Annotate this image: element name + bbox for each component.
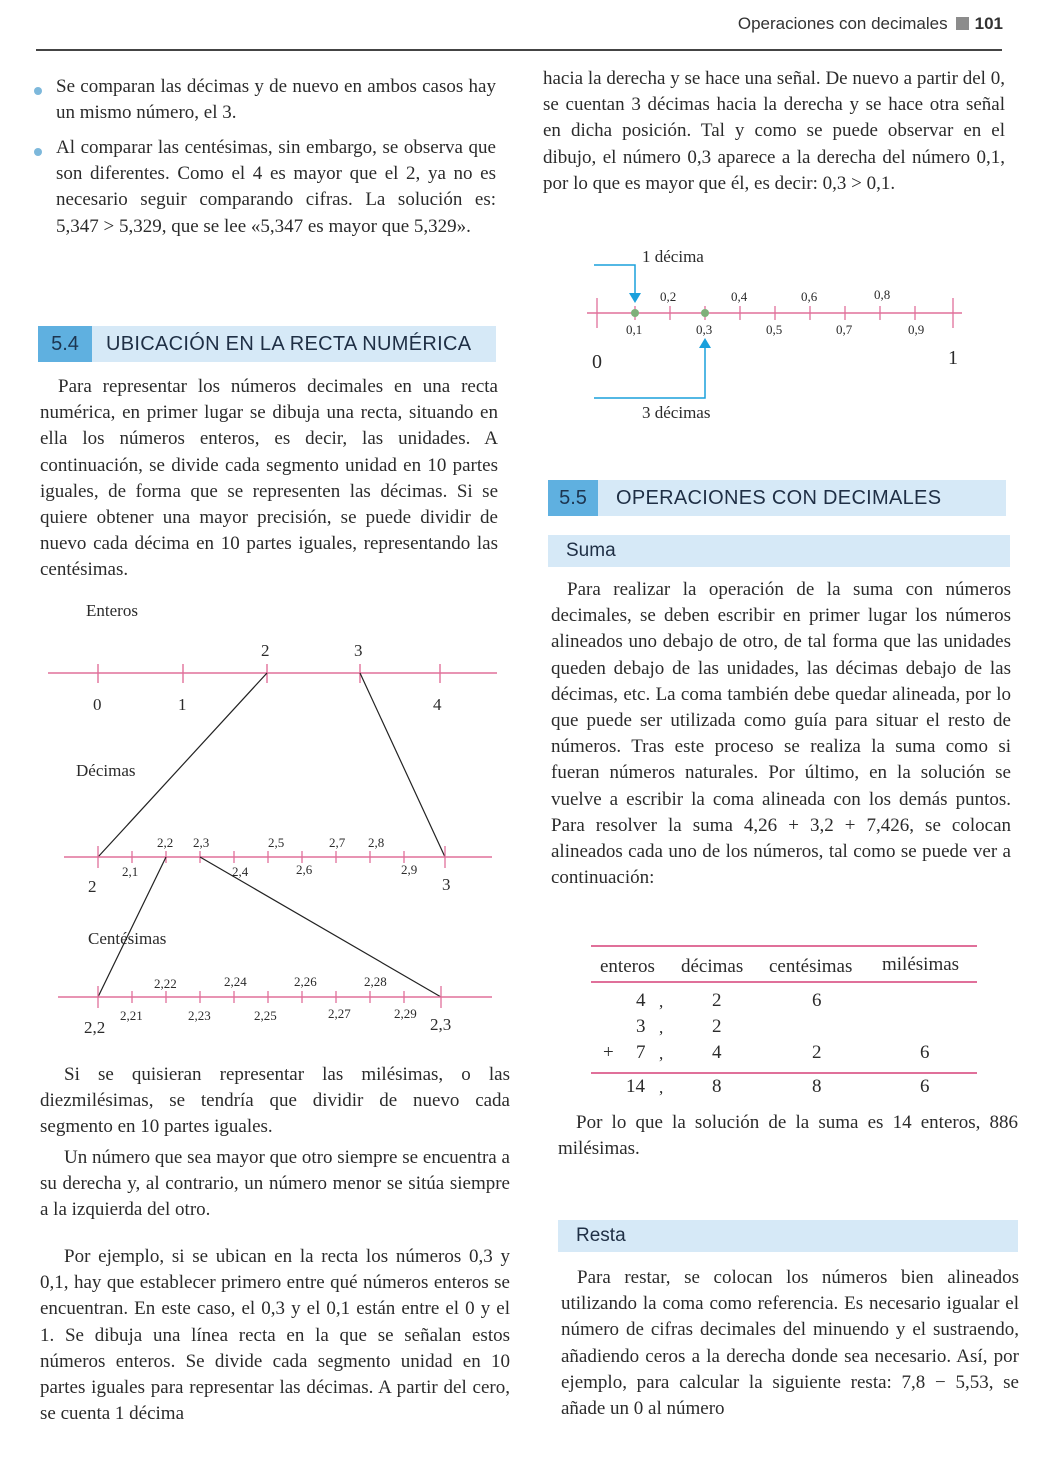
tick-label: 0,1 [626, 322, 643, 337]
subheading-suma: Suma [548, 535, 1010, 567]
bullet-icon [34, 87, 42, 95]
paragraph-suma: Para realizar la operación de la suma con números decimales, se deben escribir en primer lugar los números alineados uno debajo de otro, de tal forma que las unidades queden debajo de las unidades, las décimas debajo de las décimas, etc. La coma también debe quedar alineada, por lo que puede ser utilizada como guía para situar el resto de números. Tras este proceso se realiza la suma como si fueran números naturales. Por último, en la solución se vuelve a escribir la coma alineada con los demás puntos. Para resolver la suma 4,26 + 3,2 + 7,426, se colocan alineados cada uno de los números, tal como se puede ver a continuación: [551, 579, 1011, 889]
tick-label: 0,2 [660, 289, 677, 304]
section-number: 5.5 [548, 480, 598, 516]
paragraph-intro: Para representar los números decimales en una recta numérica, en primer lugar se dibuja una recta, situando en ella los números enteros, es decir, las unidades. A continuación, se divide cada segmento unidad en 10 partes iguales, de forma que se representen las décimas. Si se quiere obtener una mayor precisión, se puede dividir de nuevo cada décima en 10 partes iguales, representando las centésimas. [40, 376, 498, 581]
tick-label: 2,3 [430, 1015, 452, 1034]
tick-label: 2,9 [401, 862, 418, 877]
table-cell: 2 [712, 990, 722, 1011]
paragraph-solucion: Por lo que la solución de la suma es 14 enteros, 886 milésimas. [558, 1112, 1018, 1160]
arrow-head-icon [629, 293, 641, 303]
point-0-1 [631, 309, 639, 317]
paragraph-milesimas: Si se quisieran representar las milésimas, o las diezmilésimas, se tendría que dividir de nuevo cada segmento en 10 partes iguales. [40, 1064, 510, 1138]
tick-label: 0,5 [766, 322, 783, 337]
bullet-icon [34, 148, 42, 156]
arrow-head-icon [699, 338, 711, 348]
page-number: 101 [974, 14, 1003, 33]
table-cell: 2 [712, 1016, 722, 1037]
tick-label: 4 [433, 695, 442, 714]
table-header: milésimas [882, 954, 960, 975]
arrow-3-decimas [594, 346, 705, 398]
table-cell: 4 [636, 990, 646, 1011]
decimal-zoom-diagram [0, 590, 520, 1050]
tick-label: 2,24 [224, 974, 247, 989]
tick-label: 2,28 [364, 974, 387, 989]
running-title: Operaciones con decimales [737, 14, 948, 33]
section-heading-5-4 [38, 326, 496, 362]
subheading-resta: Resta [558, 1220, 1018, 1252]
tick-label: 1 [178, 695, 187, 714]
tick-label: 2,2 [157, 835, 174, 850]
table-cell: 7 [636, 1042, 646, 1063]
table-cell: 6 [920, 1042, 930, 1063]
table-cell: , [659, 1018, 664, 1037]
tick-label: 2 [88, 877, 97, 896]
tick-label: 0,9 [908, 322, 925, 337]
tick-label: 2,1 [122, 864, 139, 879]
table-cell: 4 [712, 1042, 722, 1063]
section-number: 5.4 [38, 326, 92, 362]
tick-label: 2,26 [294, 974, 317, 989]
label-decimas: Décimas [76, 761, 136, 780]
tick-label: 2,22 [154, 976, 177, 991]
point-0-3 [701, 309, 709, 317]
table-cell: 2 [812, 1042, 822, 1063]
label-1-decima: 1 décima [642, 247, 704, 266]
table-rule-result [591, 1072, 977, 1074]
tick-label: 0,7 [836, 322, 853, 337]
tick-label: 2,4 [232, 864, 249, 879]
tick-label: 2,5 [268, 835, 285, 850]
paragraph-mayor: Un número que sea mayor que otro siempre se encuentra a su derecha y, al contrario, un número menor se sitúa siempre a la izquierda del otro. [40, 1147, 510, 1221]
table-rule-header [591, 981, 977, 983]
tick-label: 0,3 [696, 322, 713, 337]
tick-label: 0,6 [801, 289, 818, 304]
table-rule-top [591, 945, 977, 947]
label-centesimas: Centésimas [88, 929, 167, 948]
number-line-diagram [580, 240, 980, 430]
tick-label: 0,8 [874, 287, 891, 302]
tick-label-0: 0 [592, 351, 602, 373]
section-title: OPERACIONES CON DECIMALES [616, 487, 942, 509]
result-cell: 14 [626, 1076, 645, 1097]
label-enteros: Enteros [86, 601, 138, 620]
paragraph-resta: Para restar, se colocan los números bien alineados utilizando la coma como referencia. Es necesario igualar el número de cifras decimales del minuendo y el sustraendo, añadiendo ceros a la derecha donde sea necesario. Así, por ejemplo, para calcular la siguiente resta: 7,8 − 5,53, se añade un 0 al número [561, 1267, 1019, 1420]
table-cell: , [659, 992, 664, 1011]
tick-label: 2,3 [193, 835, 210, 850]
tick-label: 2,6 [296, 862, 313, 877]
tick-label: 2,8 [368, 835, 385, 850]
table-header: décimas [681, 956, 744, 977]
result-cell: 8 [812, 1076, 822, 1097]
tick-label: 2,27 [328, 1006, 351, 1021]
tick-label: 2,25 [254, 1008, 277, 1023]
tick-label: 2,2 [84, 1018, 106, 1037]
table-header: enteros [600, 956, 655, 977]
tick-label: 0,4 [731, 289, 748, 304]
label-3-decimas: 3 décimas [642, 403, 711, 422]
tick-label: 2,21 [120, 1008, 143, 1023]
paragraph-ejemplo: Por ejemplo, si se ubican en la recta los números 0,3 y 0,1, hay que establecer primero entre qué números enteros se encuentran. En este caso, el 0,3 y el 0,1 están entre el 0 y el 1. Se dibuja una línea recta en la que se señalan estos números enteros. Se divide cada segmento unidad en 10 partes iguales para representar las décimas. A partir del cero, se cuenta 1 décima [40, 1246, 510, 1425]
tick-label: 2,29 [394, 1006, 417, 1021]
plus-sign: + [603, 1042, 614, 1063]
tick-label: 3 [442, 875, 451, 894]
tick-label: 2,23 [188, 1008, 211, 1023]
result-cell: , [659, 1078, 664, 1097]
arrow-1-decima [594, 265, 635, 294]
square-icon [956, 17, 969, 30]
section-heading-5-5 [548, 480, 1006, 516]
tick-label: 0 [93, 695, 102, 714]
bullet-text-2: Al comparar las centésimas, sin embargo, se observa que son diferentes. Como el 4 es mayor que el 2, ya no es necesario seguir comparando cifras. La solución es: 5,347 > 5,329, que se lee «5,347 es mayor que 5,329». [56, 137, 496, 237]
tick-label: 3 [354, 641, 363, 660]
result-cell: 8 [712, 1076, 722, 1097]
running-header [738, 14, 1003, 34]
table-cell: 6 [812, 990, 822, 1011]
table-cell: , [659, 1044, 664, 1063]
table-header: centésimas [769, 956, 853, 977]
paragraph-continuation: hacia la derecha y se hace una señal. De nuevo a partir del 0, se cuentan 3 décimas hacia la derecha y se hace otra señal en dicha posición. Tal y como se puede observar en el dibujo, el número 0,3 aparece a la derecha del número 0,1, por lo que es mayor que él, es decir: 0,3 > 0,1. [543, 68, 1005, 194]
header-rule [36, 49, 1002, 51]
table-cell: 3 [636, 1016, 646, 1037]
tick-label-1: 1 [948, 347, 958, 369]
bullet-text-1: Se comparan las décimas y de nuevo en ambos casos hay un mismo número, el 3. [56, 76, 496, 124]
tick-label: 2 [261, 641, 270, 660]
result-cell: 6 [920, 1076, 930, 1097]
tick-label: 2,7 [329, 835, 346, 850]
section-title: UBICACIÓN EN LA RECTA NUMÉRICA [106, 333, 472, 355]
